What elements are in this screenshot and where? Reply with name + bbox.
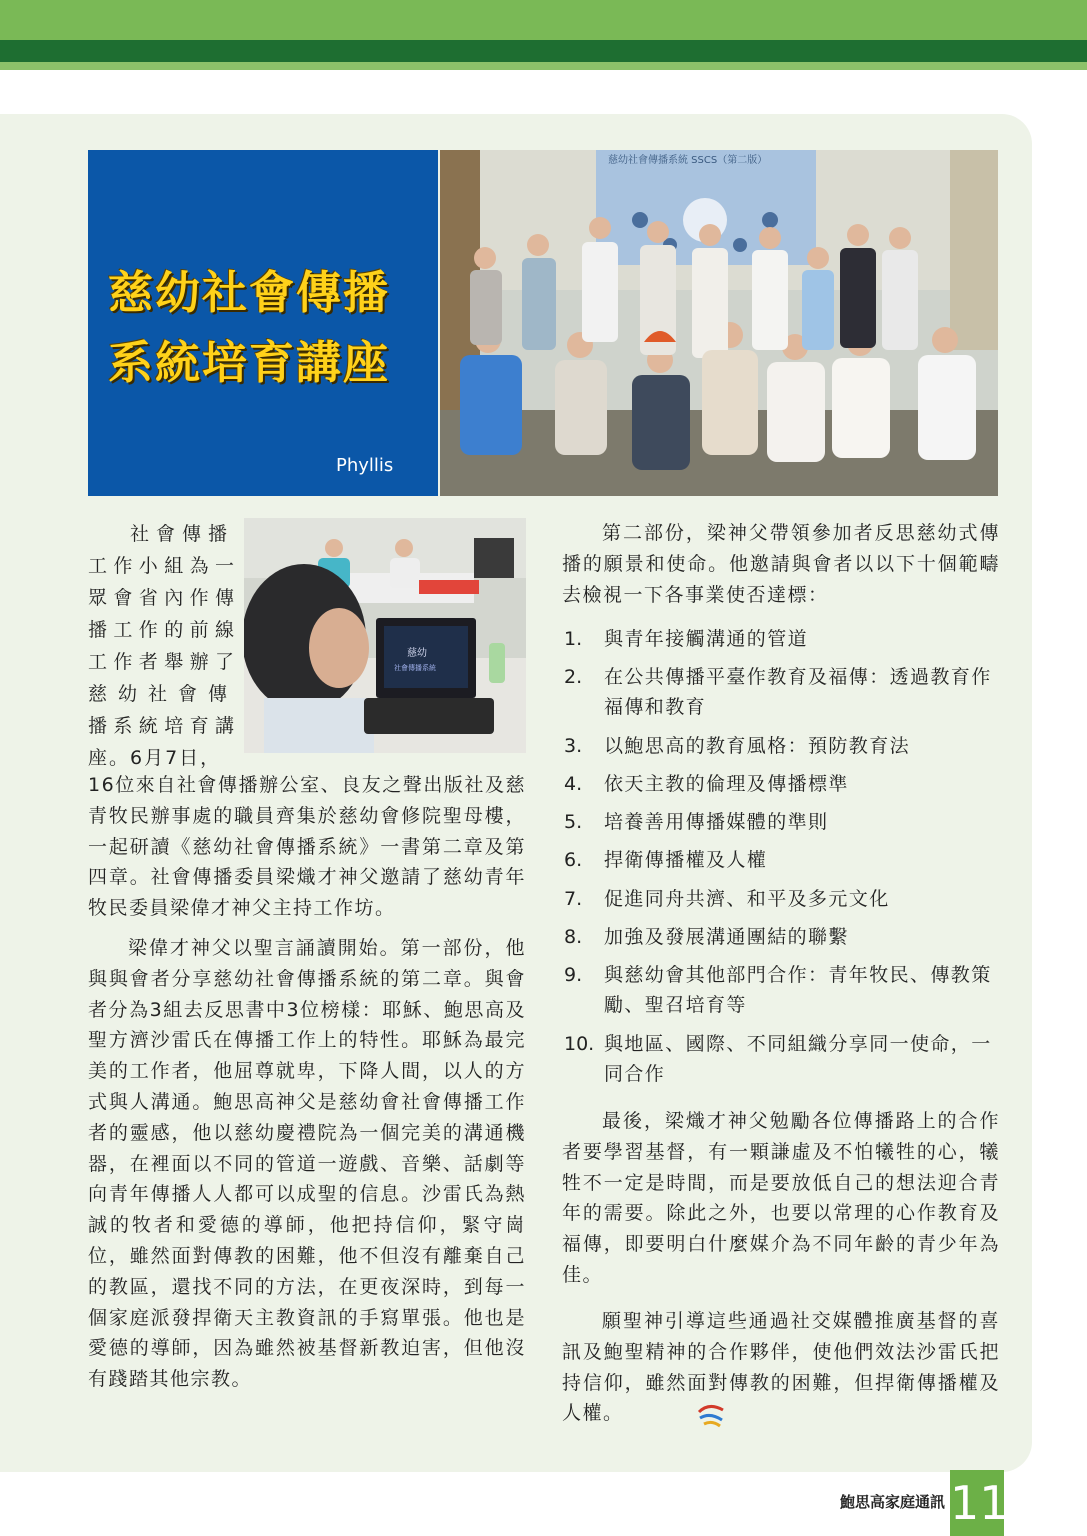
list-text: 以鮑思高的教育風格：預防教育法	[604, 734, 911, 757]
group-photo	[440, 150, 998, 496]
list-number: 4.	[564, 772, 583, 795]
list-text: 捍衛傳播權及人權	[604, 849, 768, 872]
laptop-screen-subtitle: 社會傳播系統	[394, 664, 436, 672]
list-item	[562, 922, 1002, 952]
page-number: 11	[950, 1470, 1004, 1536]
list-text: 依天主教的倫理及傳播標準	[604, 772, 849, 795]
list-item	[562, 960, 1002, 1020]
list-number: 8.	[564, 926, 583, 949]
list-text: 在公共傳播平臺作教育及福傳：透過教育作福傳和教育	[604, 666, 992, 719]
publication-name: 鮑思高家庭通訊	[840, 1493, 946, 1511]
intro-paragraph-rest: 16位來自社會傳播辦公室、良友之聲出版社及慈青牧民辦事處的職員齊集於慈幼會修院聖母樓，一起研讀《慈幼社會傳播系統》一書第二章及第四章。社會傳播委員梁熾才神父邀請了慈幼青年牧民委員梁偉才神父主持工作坊。	[88, 774, 526, 920]
list-text: 促進同舟共濟、和平及多元文化	[604, 887, 890, 910]
list-number: 9.	[564, 964, 583, 987]
intro-line: 眾會省內作傳	[88, 587, 241, 609]
list-number: 2.	[564, 666, 583, 689]
intro-line: 播工作的前線	[88, 619, 241, 641]
intro-line: 工作者舉辦了	[88, 651, 241, 673]
top-band-dark	[0, 40, 1087, 62]
list-number: 1.	[564, 628, 583, 650]
article-title	[108, 258, 428, 398]
list-text: 培養善用傳播媒體的準則	[604, 811, 829, 834]
list-text: 與青年接觸溝通的管道	[604, 628, 809, 650]
list-item	[562, 731, 1002, 761]
top-band-fade	[0, 62, 1087, 70]
list-text: 與地區、國際、不同組織分享同一使命，一同合作	[604, 1032, 992, 1085]
intro-line: 慈幼社會傳	[88, 683, 239, 705]
list-text: 與慈幼會其他部門合作：青年牧民、傳教策勵、聖召培育等	[604, 964, 992, 1017]
list-item	[562, 662, 1002, 722]
list-item	[562, 807, 1002, 837]
list-item	[562, 624, 1002, 654]
projector-screen-text: 慈幼社會傳播系統 SSCS（第二版）	[608, 155, 768, 166]
list-number: 5.	[564, 811, 583, 834]
workshop-photo	[244, 518, 526, 753]
salesian-family-logo-icon	[696, 1400, 726, 1430]
intro-line: 座。6月7日，	[88, 747, 222, 769]
paragraph-part-one: 梁偉才神父以聖言誦讀開始。第一部份，他與與會者分享慈幼社會傳播系統的第二章。與會者分為3組去反思書中3位榜樣：耶穌、鮑思高及聖方濟沙雷氏在傳播工作上的特性。耶穌為最完美的工作者，他屈尊就卑，下降人間，以人的方式與人溝通。鮑思高神父是慈幼會社會傳播工作者的靈感，他以慈幼慶禮院為一個完美的溝通機器，在裡面以不同的管道一遊戲、音樂、話劇等向青年傳播人人都可以成聖的信息。沙雷氏為熱誠的牧者和愛德的導師，他把持信仰，緊守崗位，雖然面對傳教的困難，他不但沒有離棄自己的教區，還找不同的方法，在更夜深時，到每一個家庭派發捍衛天主教資訊的手寫單張。他也是愛德的導師，因為雖然被基督新教迫害，但他沒有踐踏其他宗教。	[88, 937, 526, 1391]
list-number: 6.	[564, 849, 583, 872]
top-band-light	[0, 0, 1087, 40]
paragraph-closing: 最後，梁熾才神父勉勵各位傳播路上的合作者要學習基督，有一顆謙虛及不怕犧牲的心，犧牲不一定是時間，而是要放低自己的想法迎合青年的需要。除此之外，也要以常理的心作教育及福傳，即要明白什麼媒介為不同年齡的青少年為佳。	[562, 1110, 1000, 1286]
criteria-list	[562, 624, 1002, 1097]
article-title-line1: 慈幼社會傳播	[108, 266, 391, 319]
group-photo-illustration	[440, 150, 998, 496]
paragraph-part-two: 第二部份，梁神父帶領參加者反思慈幼式傳播的願景和使命。他邀請與會者以以下十個範疇去檢視一下各事業使否達標：	[562, 522, 1000, 606]
list-number: 3.	[564, 734, 583, 757]
paragraph-prayer: 願聖神引導這些通過社交媒體推廣基督的喜訊及鮑聖精神的合作夥伴，使他們效法沙雷氏把持信仰，雖然面對傳教的困難，但捍衛傳播權及人權。	[562, 1310, 1000, 1425]
list-item	[562, 1029, 1002, 1089]
list-item	[562, 845, 1002, 875]
laptop-screen-title: 慈幼	[407, 648, 427, 659]
list-number: 7.	[564, 887, 583, 910]
list-item	[562, 769, 1002, 799]
workshop-photo-illustration	[244, 518, 526, 753]
list-item	[562, 884, 1002, 914]
list-text: 加強及發展溝通團結的聯繫	[604, 926, 849, 949]
article-author: Phyllis	[336, 455, 394, 476]
intro-line: 播系統培育講	[88, 715, 241, 737]
intro-line: 工作小組為一	[88, 555, 241, 577]
intro-line: 社會傳播	[130, 523, 235, 545]
list-number: 10.	[564, 1032, 595, 1055]
article-title-line2: 系統培育講座	[108, 336, 391, 389]
